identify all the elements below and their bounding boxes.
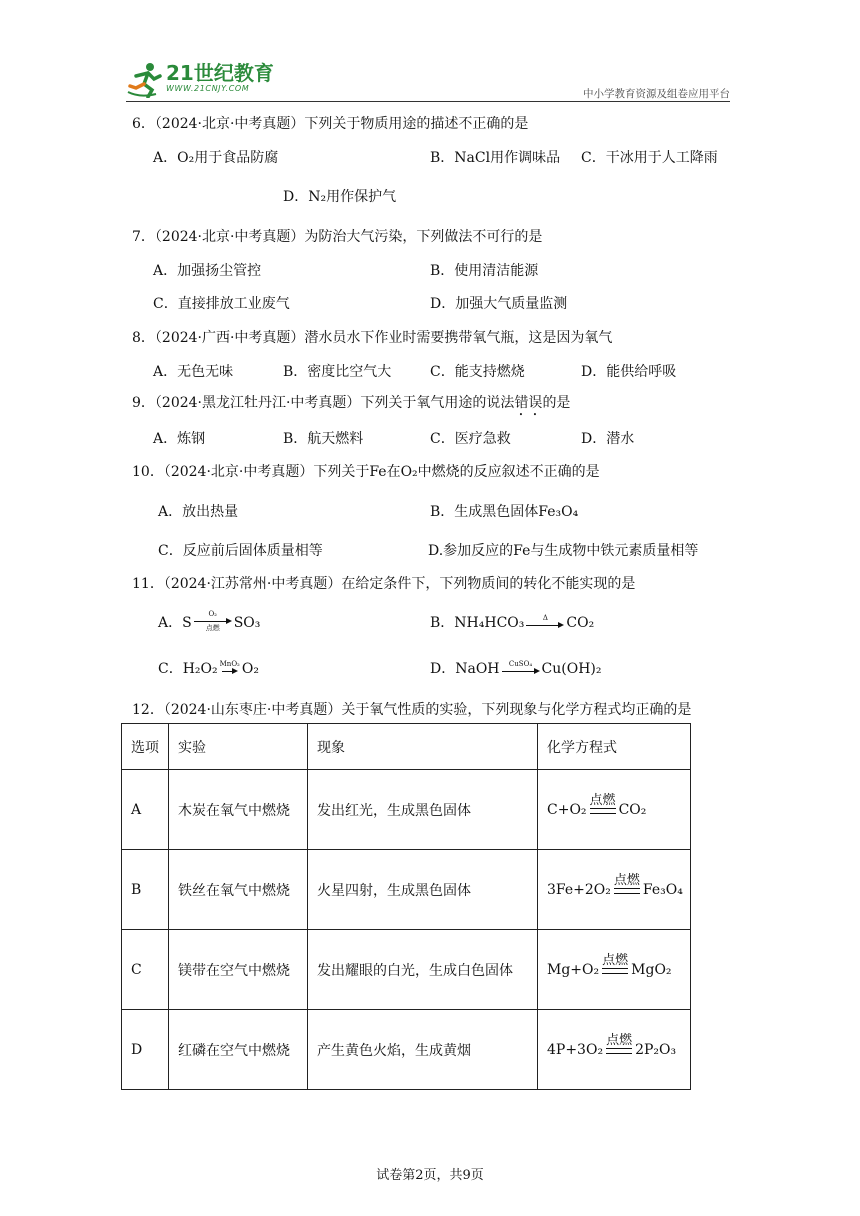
q11-option-d: D．NaOH CuSO₄ Cu(OH)₂ xyxy=(430,660,602,677)
reaction-arrow-icon xyxy=(222,668,238,674)
table-row xyxy=(122,1010,691,1090)
q6-option-b: B．NaCl用作调味品 xyxy=(430,150,561,166)
experiment-cell: 镁带在空气中燃烧 xyxy=(169,930,308,1010)
page-header xyxy=(126,62,730,102)
table-header: 实验 xyxy=(169,724,308,770)
question-9-stem xyxy=(132,392,570,419)
q9-option-a: A．炼钢 xyxy=(153,431,206,447)
equals-sign-icon xyxy=(606,1048,632,1054)
answer-table xyxy=(121,723,691,1090)
table-header: 选项 xyxy=(122,724,169,770)
q9-stem-after: 的是 xyxy=(542,395,571,411)
q6-option-c: C．干冰用于人工降雨 xyxy=(581,150,718,166)
experiment-cell: 红磷在空气中燃烧 xyxy=(169,1010,308,1090)
table-row xyxy=(122,770,691,850)
experiment-cell: 铁丝在氧气中燃烧 xyxy=(169,850,308,930)
question-7-stem: 7．（2024·北京·中考真题）为防治大气污染，下列做法不可行的是 xyxy=(132,229,543,245)
option-cell: D xyxy=(122,1010,169,1090)
q11-option-b: B．NH₄HCO₃ Δ CO₂ xyxy=(430,614,595,631)
q7-option-d: D．加强大气质量监测 xyxy=(430,296,568,312)
table-header-row xyxy=(122,724,691,770)
q7-option-a: A．加强扬尘管控 xyxy=(153,263,262,279)
phenomenon-cell: 发出耀眼的白光，生成白色固体 xyxy=(308,930,538,1010)
q9-emphasis: 错误 xyxy=(514,395,543,411)
header-rule xyxy=(126,101,730,102)
q9-option-c: C．医疗急救 xyxy=(430,431,511,447)
option-cell: A xyxy=(122,770,169,850)
equation-cell: 3Fe+2O₂ 点燃 Fe₃O₄ xyxy=(538,850,691,930)
equation-cell: 4P+3O₂ 点燃 2P₂O₃ xyxy=(538,1010,691,1090)
q6-option-a: A．O₂用于食品防腐 xyxy=(153,150,279,166)
platform-name: 中小学教育资源及组卷应用平台 xyxy=(583,88,730,100)
reaction-arrow-icon xyxy=(194,618,232,624)
q7-option-b: B．使用清洁能源 xyxy=(430,263,539,279)
logo-title: 21世纪教育 xyxy=(166,61,274,85)
phenomenon-cell: 发出红光，生成黑色固体 xyxy=(308,770,538,850)
q11-option-c: C．H₂O₂ MnO₂ O₂ xyxy=(158,660,259,677)
reaction-arrow-icon xyxy=(526,622,564,628)
question-12-stem: 12．（2024·山东枣庄·中考真题）关于氧气性质的实验，下列现象与化学方程式均正确的是 xyxy=(132,702,692,718)
option-cell: B xyxy=(122,850,169,930)
q9-option-b: B．航天燃料 xyxy=(283,431,364,447)
page-footer: 试卷第2页，共9页 xyxy=(376,1168,484,1183)
q8-option-d: D．能供给呼吸 xyxy=(581,364,677,380)
table-header: 化学方程式 xyxy=(538,724,691,770)
table-row xyxy=(122,930,691,1010)
q8-option-a: A．无色无味 xyxy=(153,364,234,380)
option-cell: C xyxy=(122,930,169,1010)
question-11-stem: 11．（2024·江苏常州·中考真题）在给定条件下，下列物质间的转化不能实现的是 xyxy=(132,576,636,592)
q8-option-b: B．密度比空气大 xyxy=(283,364,392,380)
experiment-cell: 木炭在氧气中燃烧 xyxy=(169,770,308,850)
q9-stem-before: 9．（2024·黑龙江牡丹江·中考真题）下列关于氧气用途的说法 xyxy=(132,395,515,411)
q8-option-c: C．能支持燃烧 xyxy=(430,364,525,380)
q6-option-d: D．N₂用作保护气 xyxy=(283,189,397,205)
phenomenon-cell: 火星四射，生成黑色固体 xyxy=(308,850,538,930)
q10-option-d: D.参加反应的Fe与生成物中铁元素质量相等 xyxy=(428,543,699,559)
q10-option-b: B．生成黑色固体Fe₃O₄ xyxy=(430,504,579,520)
q10-option-a: A．放出热量 xyxy=(158,504,239,520)
equals-sign-icon xyxy=(614,888,640,894)
reaction-arrow-icon xyxy=(502,668,540,674)
equals-sign-icon xyxy=(590,808,616,814)
q11-option-a: A．S O₂ 点燃 SO₃ xyxy=(158,610,261,632)
running-man-icon xyxy=(126,62,164,98)
q10-option-c: C．反应前后固体质量相等 xyxy=(158,543,323,559)
equation-cell: C+O₂ 点燃 CO₂ xyxy=(538,770,691,850)
q7-option-c: C．直接排放工业废气 xyxy=(153,296,290,312)
equation-cell: Mg+O₂ 点燃 MgO₂ xyxy=(538,930,691,1010)
question-10-stem: 10．（2024·北京·中考真题）下列关于Fe在O₂中燃烧的反应叙述不正确的是 xyxy=(132,464,600,480)
phenomenon-cell: 产生黄色火焰，生成黄烟 xyxy=(308,1010,538,1090)
table-header: 现象 xyxy=(308,724,538,770)
question-6-stem: 6．（2024·北京·中考真题）下列关于物质用途的描述不正确的是 xyxy=(132,116,529,132)
question-8-stem: 8．（2024·广西·中考真题）潜水员水下作业时需要携带氧气瓶，这是因为氧气 xyxy=(132,330,613,346)
equals-sign-icon xyxy=(602,968,628,974)
q9-option-d: D．潜水 xyxy=(581,431,635,447)
logo-url: WWW.21CNJY.COM xyxy=(166,84,250,93)
table-row xyxy=(122,850,691,930)
logo xyxy=(126,62,274,98)
